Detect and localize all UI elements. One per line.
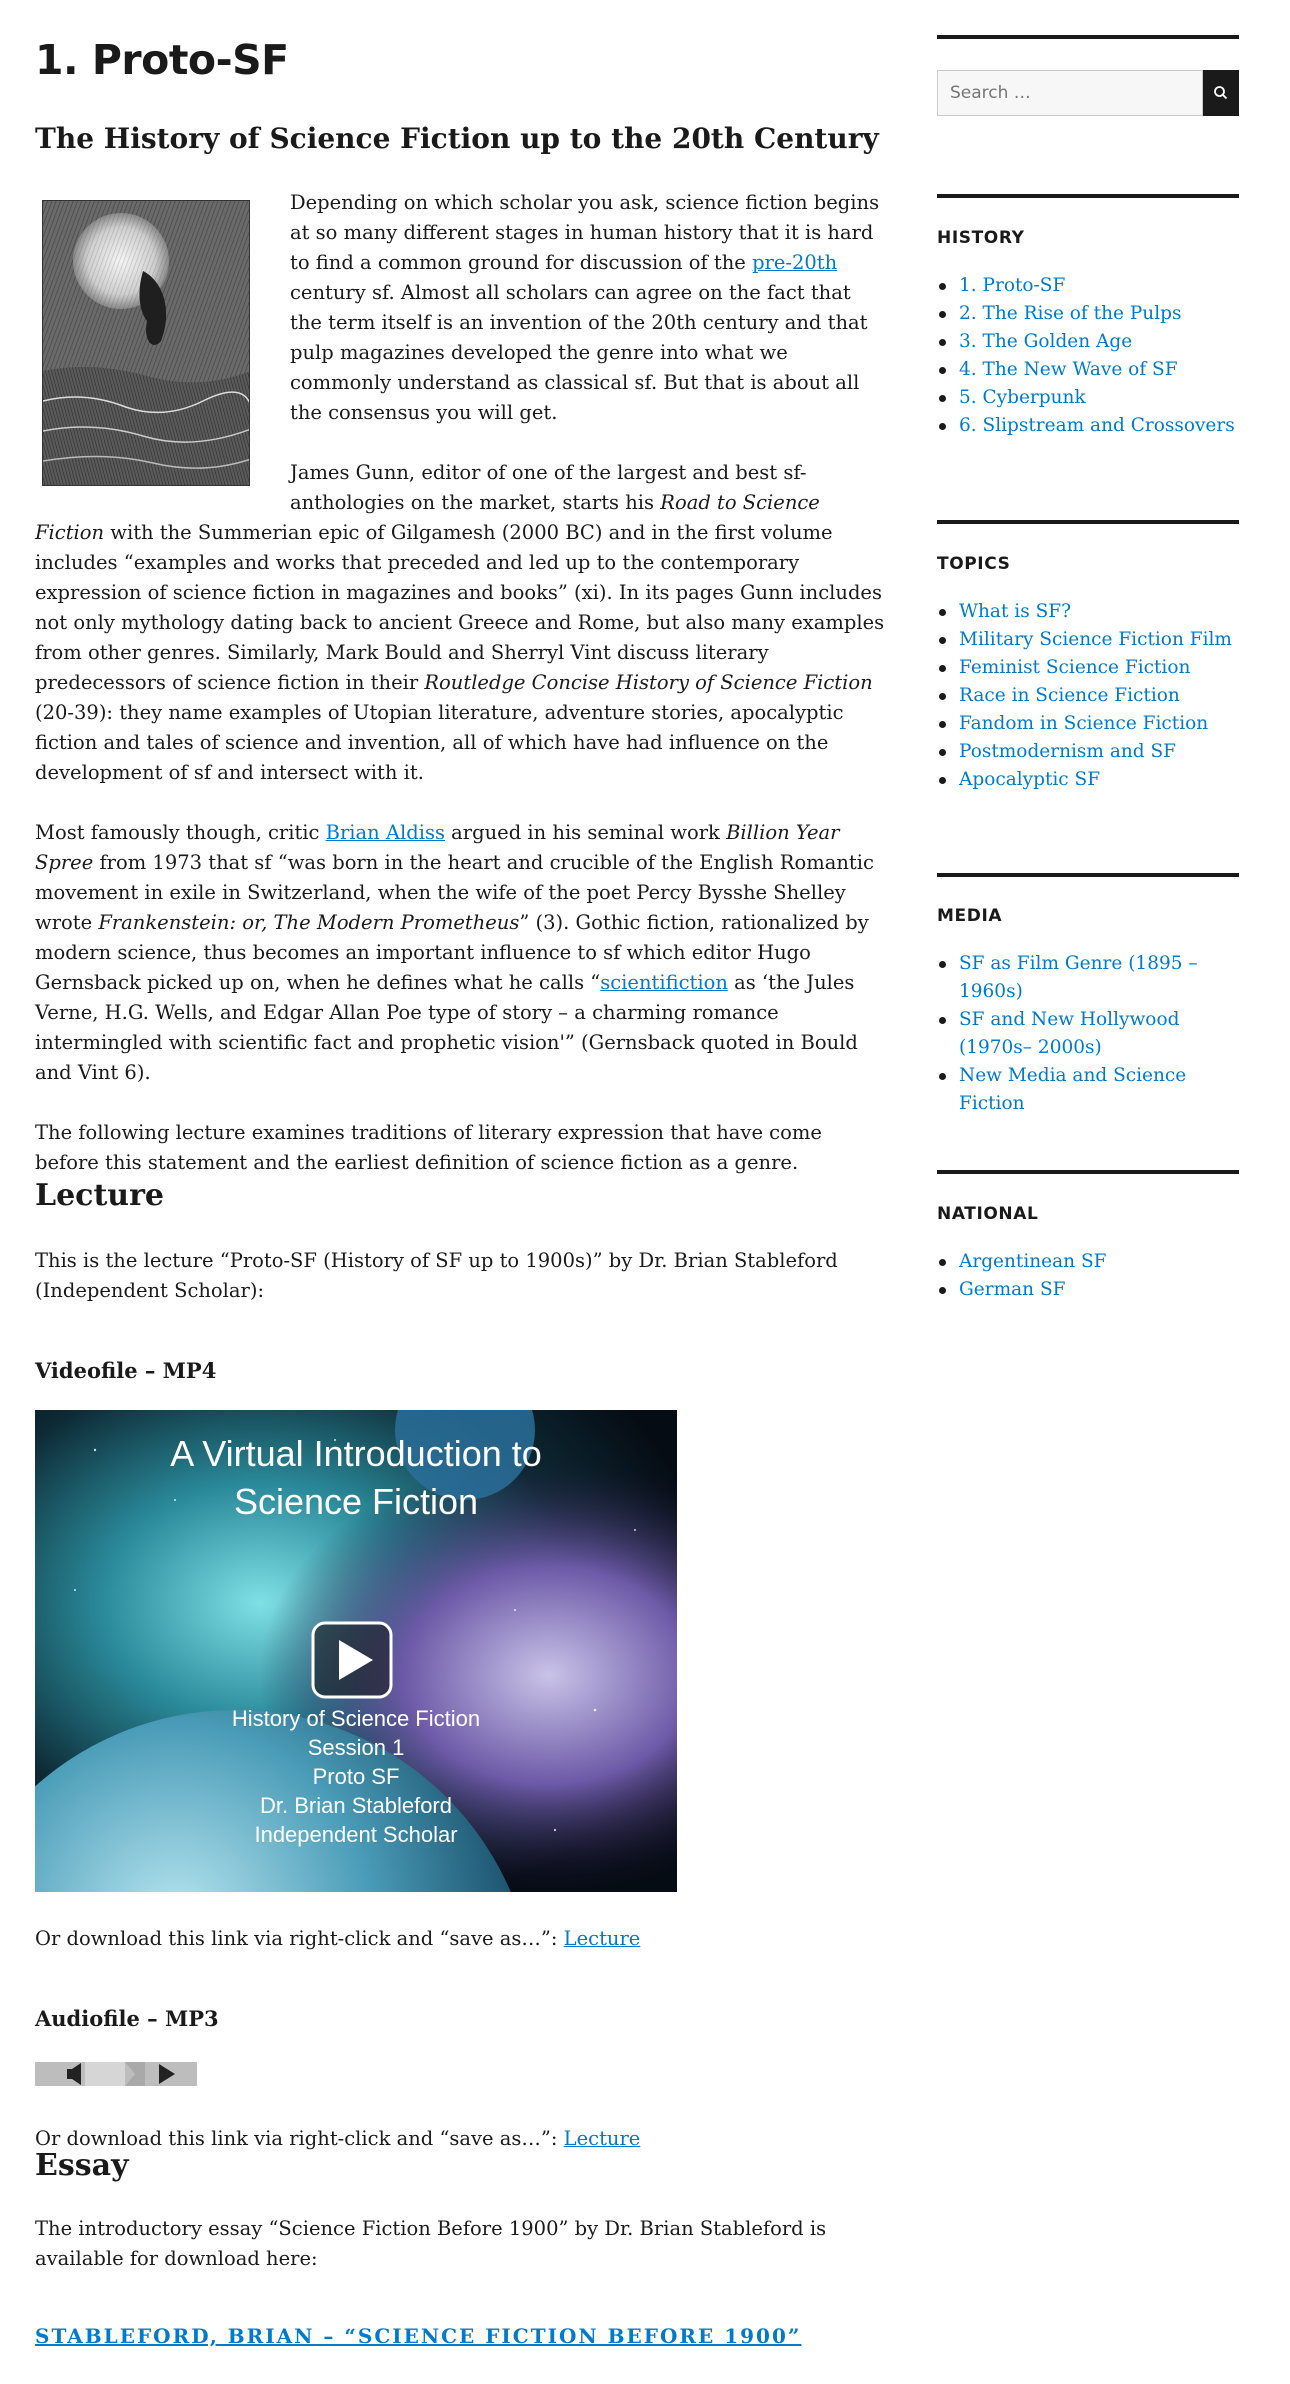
lecture-description: This is the lecture “Proto-SF (History of SF up to 1900s)” by Dr. Brian Stableford (Independent Scholar): xyxy=(35,1249,838,1302)
media-link-new-hollywood[interactable]: SF and New Hollywood (1970s– 2000s) xyxy=(959,1009,1180,1058)
video-title: A Virtual Introduction to Science Fiction xyxy=(170,1433,542,1522)
topics-item xyxy=(937,598,1239,626)
play-button-icon xyxy=(313,1623,391,1697)
topics-item xyxy=(937,626,1239,654)
audio-controls xyxy=(35,2062,197,2086)
intro-text xyxy=(35,188,885,1208)
page-title: 1. Proto-SF xyxy=(35,36,289,84)
history-item xyxy=(937,384,1239,412)
topics-link-race[interactable]: Race in Science Fiction xyxy=(959,685,1180,706)
audio-download-link[interactable]: Lecture xyxy=(563,2127,641,2150)
history-link-new-wave[interactable]: 4. The New Wave of SF xyxy=(959,359,1178,380)
sidebar-divider xyxy=(937,35,1239,39)
history-link-pulps[interactable]: 2. The Rise of the Pulps xyxy=(959,303,1182,324)
scientifiction-link[interactable]: scientifiction xyxy=(600,971,728,994)
essay-description: The introductory essay “Science Fiction Before 1900” by Dr. Brian Stableford is available for download here: xyxy=(35,2217,827,2270)
sidebar-divider xyxy=(937,194,1239,198)
topics-item xyxy=(937,738,1239,766)
topics-link-fandom[interactable]: Fandom in Science Fiction xyxy=(959,713,1209,734)
video-heading: Videofile – MP4 xyxy=(35,1358,217,1383)
national-link-argentinean[interactable]: Argentinean SF xyxy=(959,1251,1107,1272)
history-item xyxy=(937,412,1239,440)
video-session-info: History of Science Fiction Session 1 Proto SF Dr. Brian Stableford Independent Scholar xyxy=(231,1706,481,1847)
video-download-line: Or download this link via right-click and “save as…”: Lecture xyxy=(35,1927,641,1950)
search-form xyxy=(937,70,1239,116)
history-link-golden-age[interactable]: 3. The Golden Age xyxy=(959,331,1133,352)
topics-list xyxy=(937,598,1239,794)
national-item xyxy=(937,1248,1239,1276)
media-list xyxy=(937,950,1239,1118)
search-input[interactable] xyxy=(937,70,1203,116)
essay-download-link[interactable]: STABLEFORD, BRIAN – “SCIENCE FICTION BEFORE 1900” xyxy=(35,2324,802,2348)
history-item xyxy=(937,356,1239,384)
search-icon xyxy=(1203,70,1239,116)
topics-link-what-is-sf[interactable]: What is SF? xyxy=(959,601,1071,622)
topics-item xyxy=(937,710,1239,738)
search-button[interactable] xyxy=(1203,70,1239,116)
history-link-slipstream[interactable]: 6. Slipstream and Crossovers xyxy=(959,415,1235,436)
history-link-cyberpunk[interactable]: 5. Cyberpunk xyxy=(959,387,1086,408)
media-item xyxy=(937,950,1239,1006)
topics-item xyxy=(937,682,1239,710)
brian-aldiss-link[interactable]: Brian Aldiss xyxy=(325,821,445,844)
audio-download-line: Or download this link via right-click and “save as…”: Lecture xyxy=(35,2127,641,2150)
video-download-link[interactable]: Lecture xyxy=(563,1927,641,1950)
media-widget-title: MEDIA xyxy=(937,906,1003,926)
topics-item xyxy=(937,766,1239,794)
sidebar-divider xyxy=(937,520,1239,524)
lecture-video-player[interactable] xyxy=(35,1410,677,1892)
national-link-german[interactable]: German SF xyxy=(959,1279,1066,1300)
national-item xyxy=(937,1276,1239,1304)
pre-20th-link[interactable]: pre-20th xyxy=(752,251,838,274)
topics-item xyxy=(937,654,1239,682)
audio-heading: Audiofile – MP3 xyxy=(35,2006,219,2031)
media-item xyxy=(937,1062,1239,1118)
media-link-new-media[interactable]: New Media and Science Fiction xyxy=(959,1065,1187,1114)
lecture-heading: Lecture xyxy=(35,1178,165,1213)
history-item xyxy=(937,272,1239,300)
essay-heading: Essay xyxy=(35,2148,129,2183)
topics-link-apocalyptic[interactable]: Apocalyptic SF xyxy=(959,769,1101,790)
page-subtitle: The History of Science Fiction up to the 20th Century xyxy=(35,122,879,155)
history-item xyxy=(937,300,1239,328)
audio-player[interactable] xyxy=(35,2062,197,2086)
topics-link-military-film[interactable]: Military Science Fiction Film xyxy=(959,629,1232,650)
paragraph-aldiss: Most famously though, critic Brian Aldiss argued in his seminal work Billion Year Spree from 1973 that sf “was born in the heart and crucible of the English Romantic movement in exile in Switzerland, when the wife of the poet Percy Bysshe Shelley wrote Frankenstein: or, The Modern Prometheus” (3). Gothic fiction, rationalized by modern science, thus becomes an important influence to sf which editor Hugo Gernsback picked up on, when he defines what he calls “scientifiction as ‘the Jules Verne, H.G. Wells, and Edgar Allan Poe type of story – a charming romance intermingled with scientific fact and prophetic vision'” (Gernsback quoted in Bould and Vint 6). xyxy=(35,821,874,1084)
intro-paragraph-2: James Gunn, editor of one of the largest and best sf-anthologies on the market, starts his Road to Science Fiction with the Summerian epic of Gilgamesh (2000 BC) and in the first volume includes “examples and works that preceded and led up to the contemporary expression of science fiction in magazines and books” (xi). In its pages Gunn includes not only mythology dating back to ancient Greece and Rome, but also many examples from other genres. Similarly, Mark Bould and Sherryl Vint discuss literary predecessors of science fiction in their Routledge Concise History of Science Fiction (20-39): they name examples of Utopian literature, adventure stories, apocalyptic fiction and tales of science and invention, all of which have had influence on the development of sf and intersect with it. xyxy=(35,461,885,784)
topics-widget-title: TOPICS xyxy=(937,554,1011,574)
history-widget-title: HISTORY xyxy=(937,228,1025,248)
media-item xyxy=(937,1006,1239,1062)
history-link-proto-sf[interactable]: 1. Proto-SF xyxy=(959,275,1066,296)
history-list xyxy=(937,272,1239,440)
intro-paragraph-1: Depending on which scholar you ask, science fiction begins at so many different stages in human history that it is hard to find a common ground for discussion of the pre-20th century sf. Almost all scholars can agree on the fact that the term itself is an invention of the 20th century and that pulp magazines developed the genre into what we commonly understand as classical sf. But that is about all the consensus you will get. xyxy=(290,191,880,424)
national-list xyxy=(937,1248,1239,1304)
media-link-film-genre[interactable]: SF as Film Genre (1895 – 1960s) xyxy=(959,953,1198,1002)
sidebar-divider xyxy=(937,1170,1239,1174)
paragraph-conclusion: The following lecture examines traditions of literary expression that have come before this statement and the earliest definition of science fiction as a genre. xyxy=(35,1121,822,1174)
topics-link-postmodernism[interactable]: Postmodernism and SF xyxy=(959,741,1177,762)
sidebar-divider xyxy=(937,873,1239,877)
topics-link-feminist[interactable]: Feminist Science Fiction xyxy=(959,657,1191,678)
national-widget-title: NATIONAL xyxy=(937,1204,1039,1224)
history-item xyxy=(937,328,1239,356)
